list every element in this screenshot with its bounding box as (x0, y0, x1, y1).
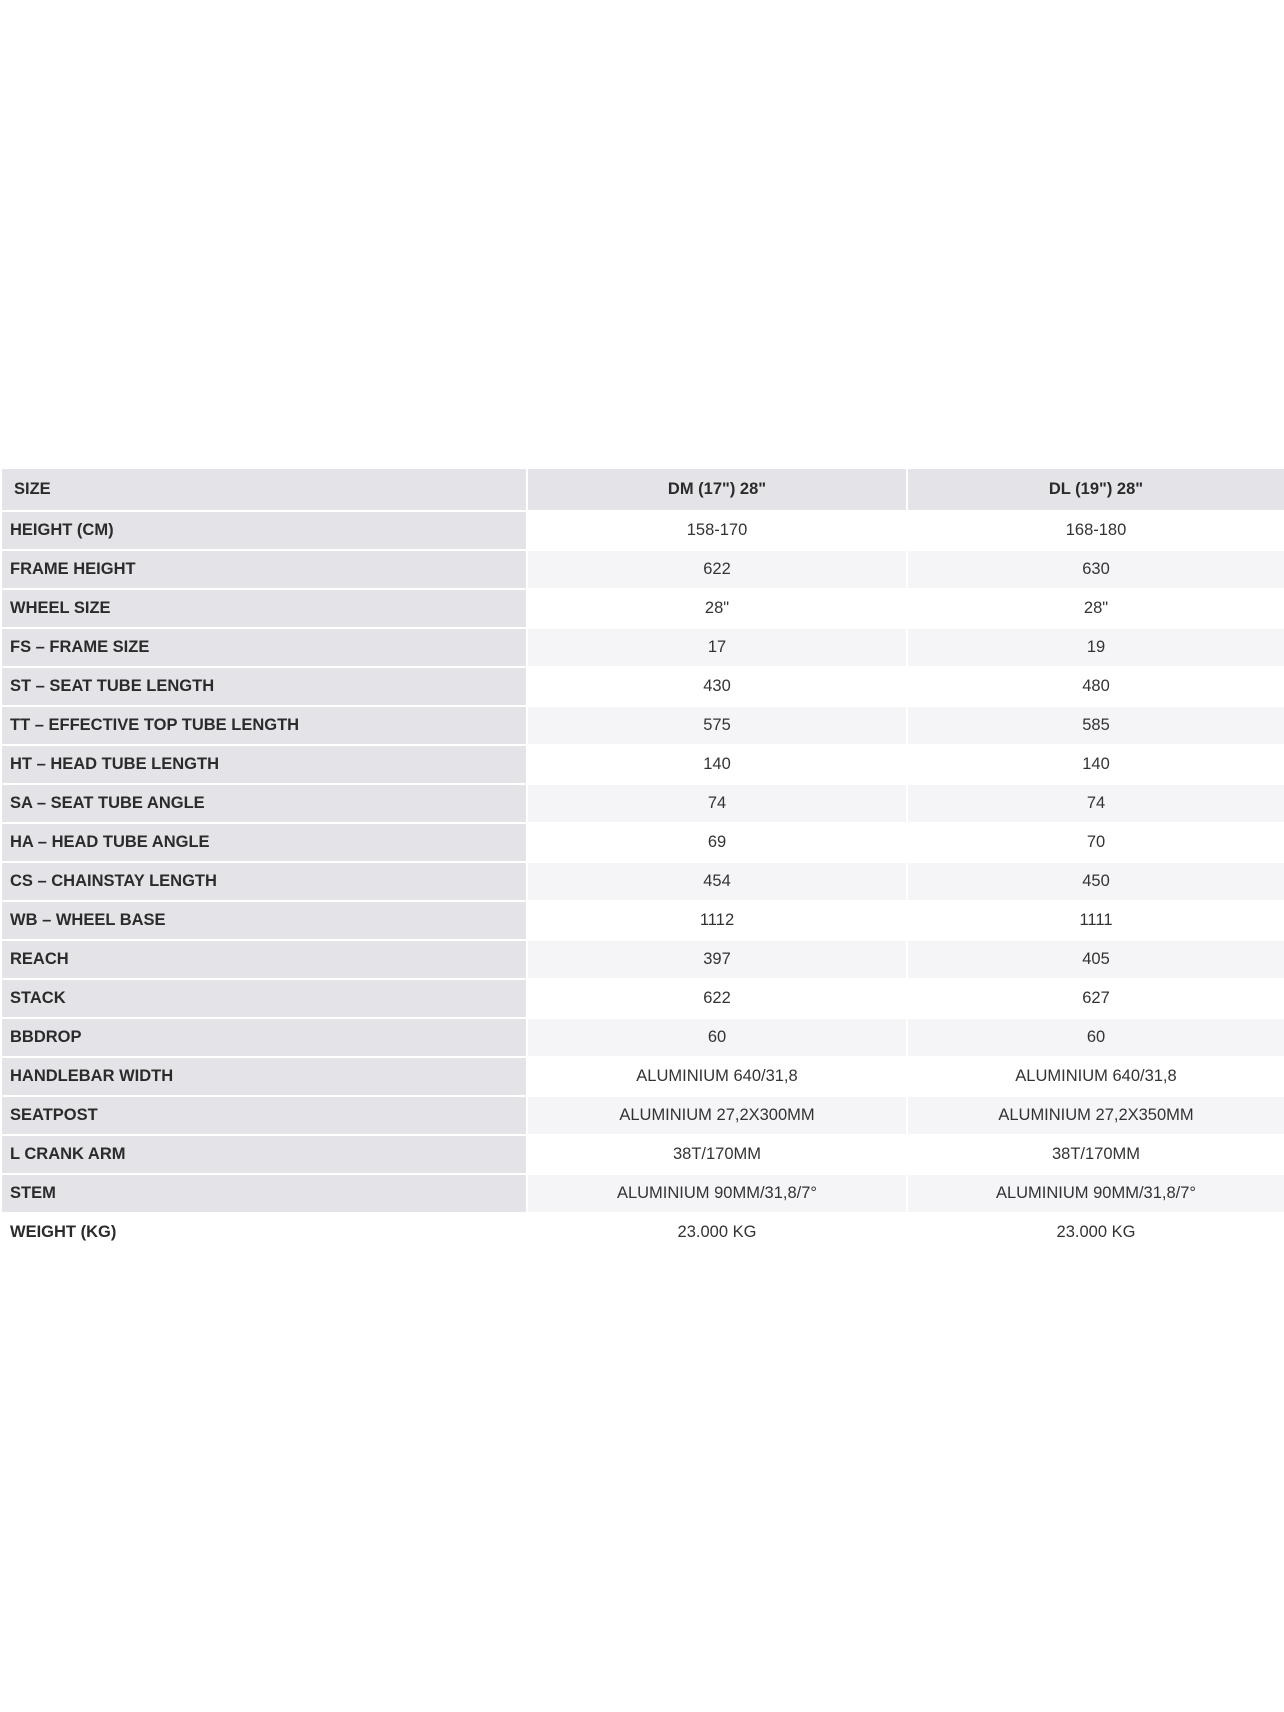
table-row (2, 1214, 1284, 1253)
geometry-table (2, 469, 1284, 1253)
value-size-dl: 70 (906, 824, 1284, 863)
row-label: BBDROP (2, 1019, 526, 1058)
row-label: CS – CHAINSTAY LENGTH (2, 863, 526, 902)
row-label: WEIGHT (KG) (2, 1214, 526, 1253)
value-size-dl: 19 (906, 629, 1284, 668)
value-size-dm: 17 (526, 629, 906, 668)
table-row (2, 980, 1284, 1019)
table-header (2, 469, 1284, 512)
value-size-dl: 450 (906, 863, 1284, 902)
row-label: SA – SEAT TUBE ANGLE (2, 785, 526, 824)
value-size-dl: 74 (906, 785, 1284, 824)
value-size-dl: 23.000 KG (906, 1214, 1284, 1253)
header-size-label: SIZE (2, 469, 526, 512)
value-size-dm: ALUMINIUM 90MM/31,8/7° (526, 1175, 906, 1214)
table-row (2, 746, 1284, 785)
value-size-dm: 23.000 KG (526, 1214, 906, 1253)
row-label: HEIGHT (CM) (2, 512, 526, 551)
value-size-dl: 60 (906, 1019, 1284, 1058)
table-row (2, 551, 1284, 590)
row-label: WB – WHEEL BASE (2, 902, 526, 941)
table-row (2, 1175, 1284, 1214)
value-size-dl: 480 (906, 668, 1284, 707)
header-size-dl: DL (19") 28" (906, 469, 1284, 512)
value-size-dm: 60 (526, 1019, 906, 1058)
row-label: SEATPOST (2, 1097, 526, 1136)
value-size-dm: 575 (526, 707, 906, 746)
value-size-dm: ALUMINIUM 27,2X300MM (526, 1097, 906, 1136)
value-size-dm: 28" (526, 590, 906, 629)
value-size-dl: ALUMINIUM 90MM/31,8/7° (906, 1175, 1284, 1214)
value-size-dl: 627 (906, 980, 1284, 1019)
table-row (2, 668, 1284, 707)
value-size-dm: 622 (526, 551, 906, 590)
value-size-dl: 585 (906, 707, 1284, 746)
value-size-dm: 158-170 (526, 512, 906, 551)
table-row (2, 590, 1284, 629)
value-size-dl: 28" (906, 590, 1284, 629)
table-row (2, 1058, 1284, 1097)
header-size-dm: DM (17") 28" (526, 469, 906, 512)
row-label: HT – HEAD TUBE LENGTH (2, 746, 526, 785)
row-label: REACH (2, 941, 526, 980)
row-label: FS – FRAME SIZE (2, 629, 526, 668)
table-row (2, 863, 1284, 902)
row-label: L CRANK ARM (2, 1136, 526, 1175)
value-size-dl: 38T/170MM (906, 1136, 1284, 1175)
value-size-dm: 140 (526, 746, 906, 785)
table-row (2, 941, 1284, 980)
table-row (2, 1019, 1284, 1058)
value-size-dm: 1112 (526, 902, 906, 941)
value-size-dl: 405 (906, 941, 1284, 980)
table-body (2, 512, 1284, 1253)
table-row (2, 707, 1284, 746)
value-size-dm: 69 (526, 824, 906, 863)
row-label: HA – HEAD TUBE ANGLE (2, 824, 526, 863)
value-size-dm: 454 (526, 863, 906, 902)
table-row (2, 824, 1284, 863)
row-label: ST – SEAT TUBE LENGTH (2, 668, 526, 707)
value-size-dm: 38T/170MM (526, 1136, 906, 1175)
table-row (2, 1097, 1284, 1136)
value-size-dl: 140 (906, 746, 1284, 785)
table-row (2, 629, 1284, 668)
value-size-dm: 74 (526, 785, 906, 824)
row-label: FRAME HEIGHT (2, 551, 526, 590)
table-row (2, 902, 1284, 941)
row-label: TT – EFFECTIVE TOP TUBE LENGTH (2, 707, 526, 746)
row-label: STACK (2, 980, 526, 1019)
value-size-dm: 622 (526, 980, 906, 1019)
value-size-dl: 1111 (906, 902, 1284, 941)
table-row (2, 785, 1284, 824)
value-size-dm: ALUMINIUM 640/31,8 (526, 1058, 906, 1097)
row-label: WHEEL SIZE (2, 590, 526, 629)
value-size-dl: ALUMINIUM 640/31,8 (906, 1058, 1284, 1097)
value-size-dm: 397 (526, 941, 906, 980)
table-row (2, 1136, 1284, 1175)
row-label: HANDLEBAR WIDTH (2, 1058, 526, 1097)
table-row (2, 512, 1284, 551)
row-label: STEM (2, 1175, 526, 1214)
header-row (2, 469, 1284, 512)
value-size-dl: ALUMINIUM 27,2X350MM (906, 1097, 1284, 1136)
value-size-dl: 168-180 (906, 512, 1284, 551)
value-size-dl: 630 (906, 551, 1284, 590)
value-size-dm: 430 (526, 668, 906, 707)
